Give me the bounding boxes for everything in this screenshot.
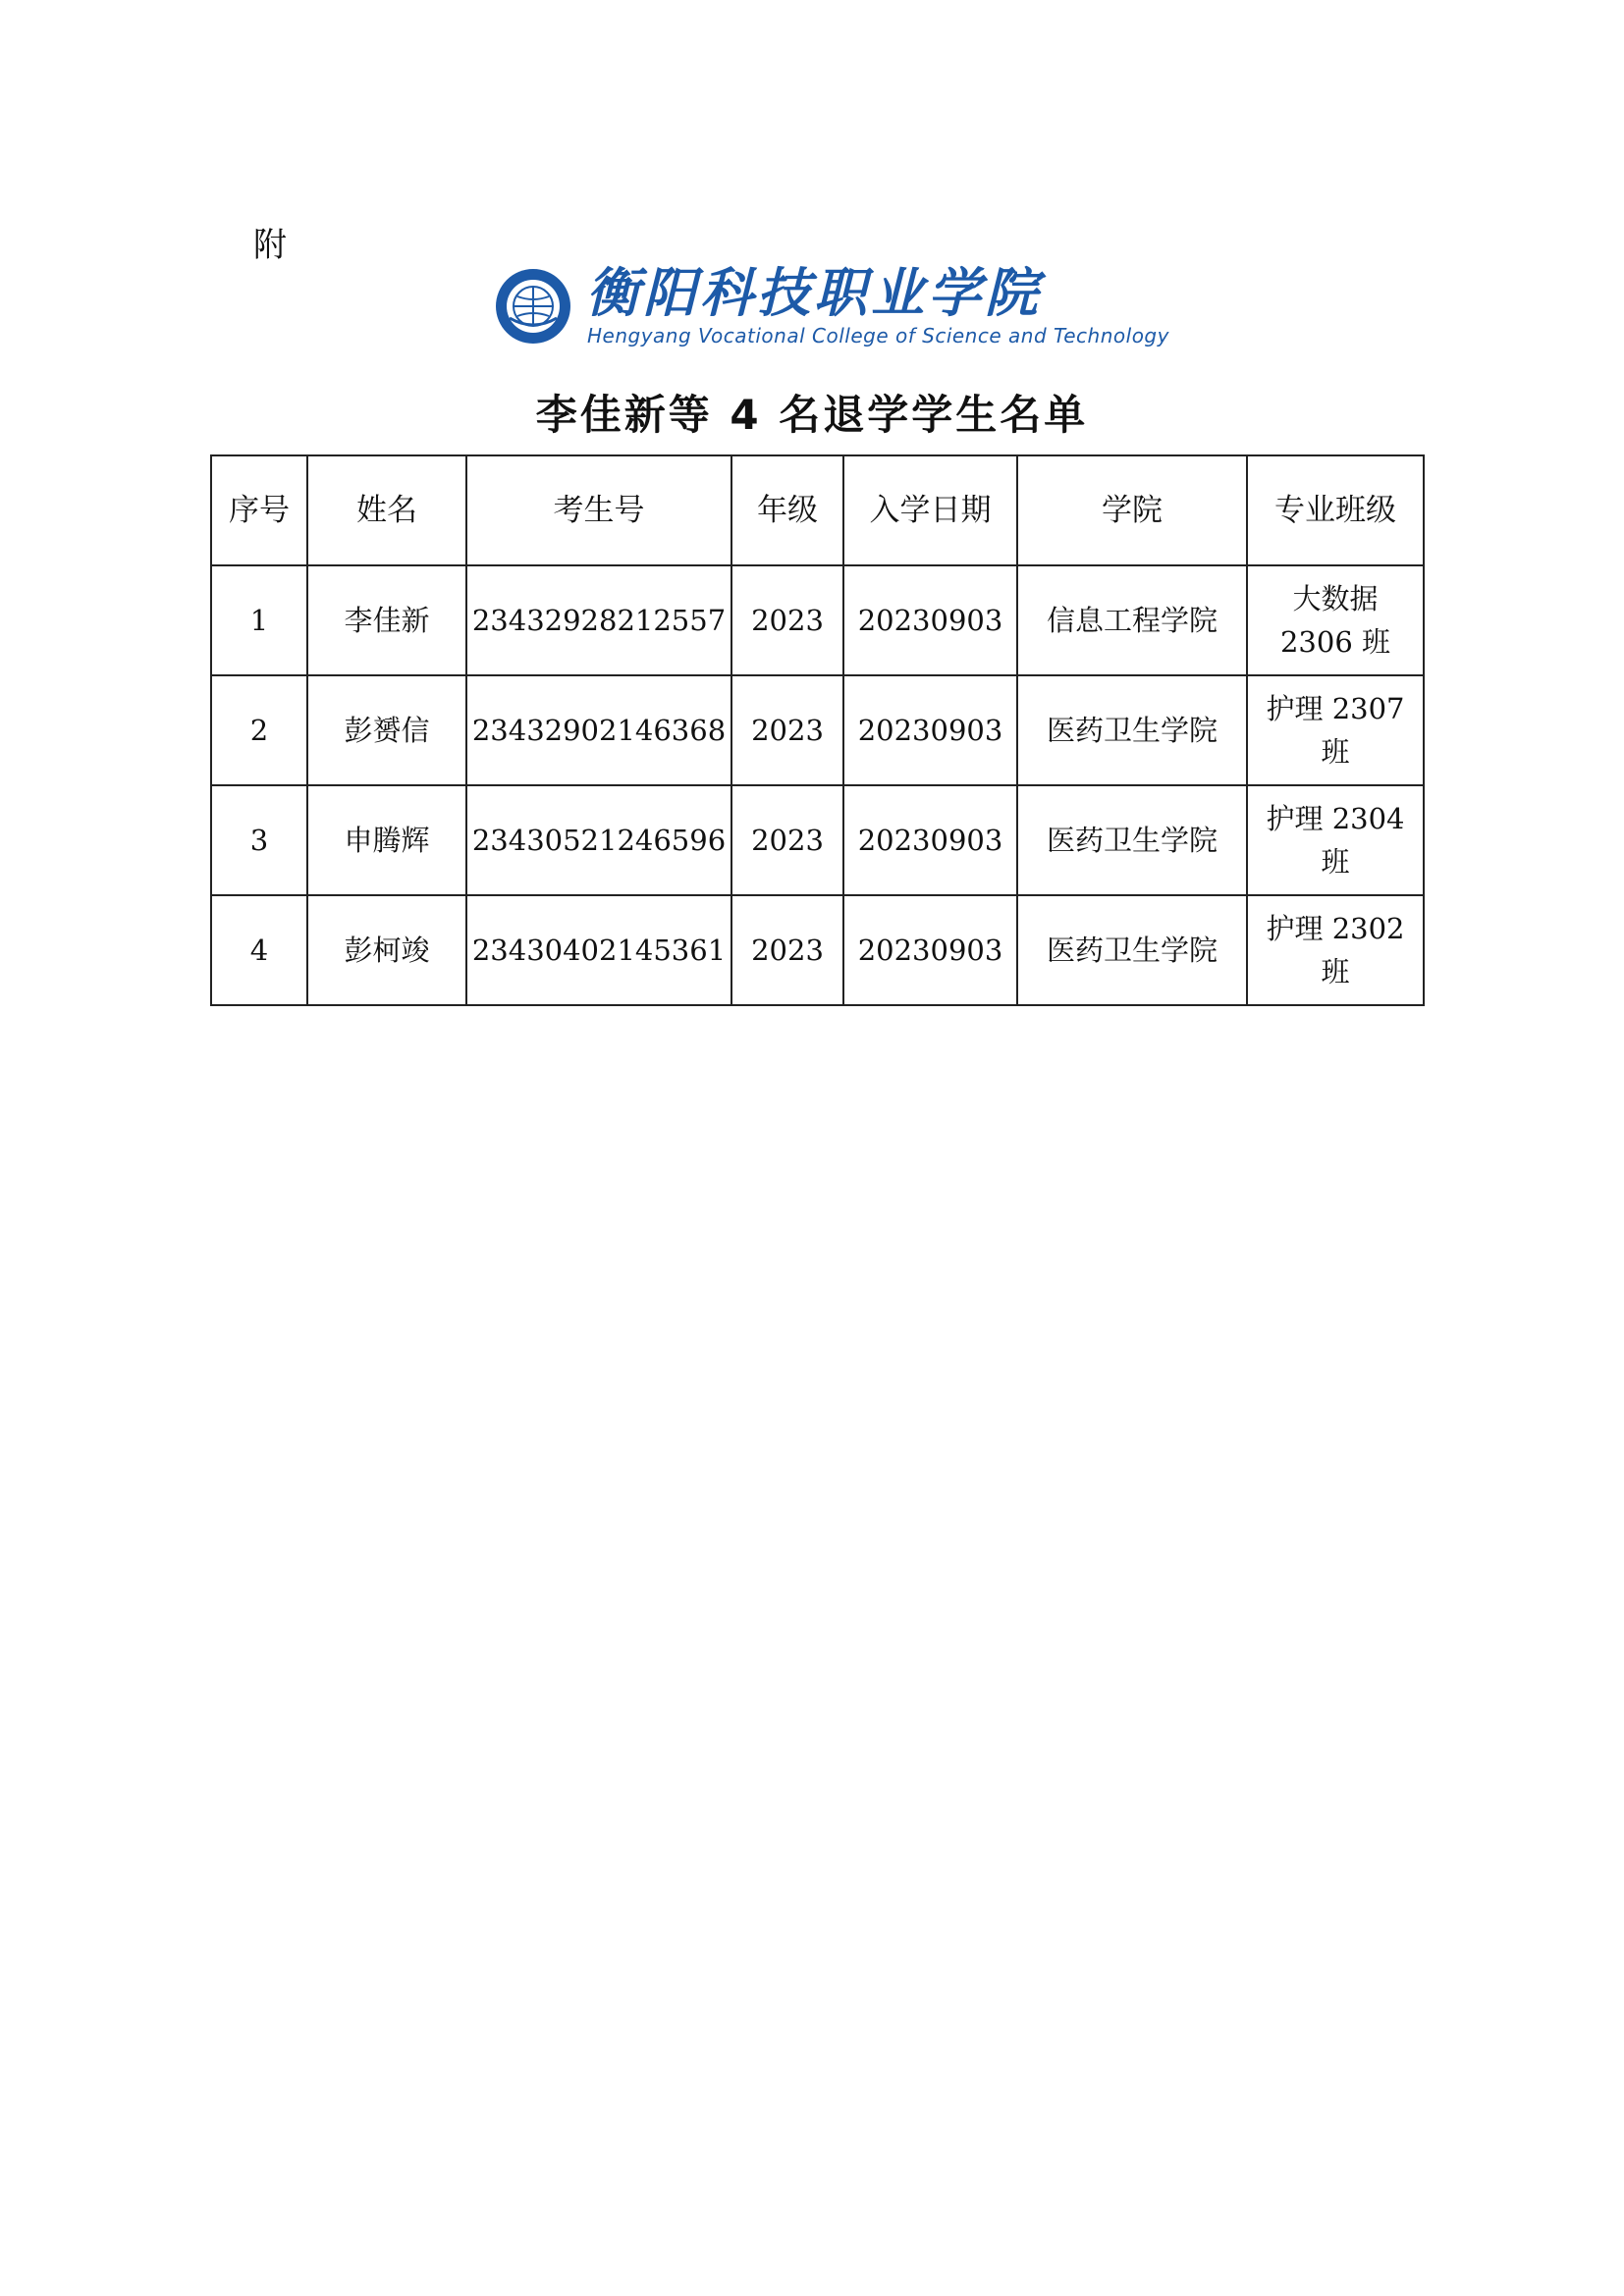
table-header-row [211, 455, 1424, 565]
cell: 彭柯竣 [307, 895, 466, 1005]
cell: 2 [211, 675, 307, 785]
header-cell: 入学日期 [843, 455, 1017, 565]
cell: 彭赟信 [307, 675, 466, 785]
logo-name-cn: 衡阳科技职业学院 [586, 261, 1042, 324]
college-logo [491, 261, 1169, 351]
cell: 医药卫生学院 [1017, 785, 1247, 895]
cell: 大数据 2306 班 [1247, 565, 1424, 675]
cell: 20230903 [843, 895, 1017, 1005]
cell: 2023 [731, 785, 843, 895]
cell: 23432928212557 [466, 565, 731, 675]
cell: 医药卫生学院 [1017, 675, 1247, 785]
cell: 20230903 [843, 675, 1017, 785]
cell: 2023 [731, 565, 843, 675]
table-row [211, 895, 1424, 1005]
college-seal-icon [494, 267, 572, 346]
logo-name-en: Hengyang Vocational College of Science and Technology [587, 324, 1169, 347]
cell: 1 [211, 565, 307, 675]
table-row [211, 785, 1424, 895]
header-cell: 考生号 [466, 455, 731, 565]
table-row [211, 675, 1424, 785]
cell: 护理 2302 班 [1247, 895, 1424, 1005]
cell: 医药卫生学院 [1017, 895, 1247, 1005]
cell: 李佳新 [307, 565, 466, 675]
document-title: 李佳新等 4 名退学学生名单 [535, 391, 1089, 439]
cell: 23430402145361 [466, 895, 731, 1005]
student-table [210, 454, 1425, 1006]
cell: 20230903 [843, 565, 1017, 675]
header-cell: 序号 [211, 455, 307, 565]
cell: 2023 [731, 895, 843, 1005]
cell: 护理 2307 班 [1247, 675, 1424, 785]
cell: 2023 [731, 675, 843, 785]
cell: 20230903 [843, 785, 1017, 895]
cell: 4 [211, 895, 307, 1005]
header-cell: 学院 [1017, 455, 1247, 565]
header-cell: 专业班级 [1247, 455, 1424, 565]
header-cell: 年级 [731, 455, 843, 565]
table-row [211, 565, 1424, 675]
cell: 信息工程学院 [1017, 565, 1247, 675]
cell: 护理 2304 班 [1247, 785, 1424, 895]
cell: 3 [211, 785, 307, 895]
header-cell: 姓名 [307, 455, 466, 565]
cell: 23432902146368 [466, 675, 731, 785]
attachment-label: 附 [253, 226, 287, 265]
cell: 申腾辉 [307, 785, 466, 895]
cell: 23430521246596 [466, 785, 731, 895]
